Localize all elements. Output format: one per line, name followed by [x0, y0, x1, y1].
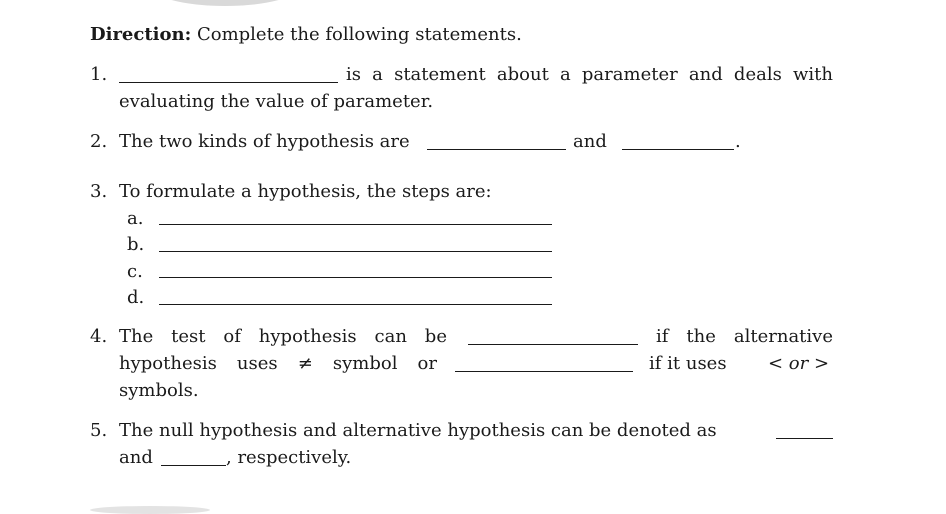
direction-line — [90, 24, 522, 46]
item-5-line2-b: , respectively. — [226, 447, 352, 468]
item-2-end: . — [735, 131, 741, 152]
item-5-line1: The null hypothesis and alternative hypothesis can be denoted as — [119, 420, 717, 441]
item-3-step-c-label: c. — [127, 261, 143, 282]
item-3-step-d-label: d. — [127, 287, 145, 308]
item-3-number: 3. — [90, 181, 108, 202]
item-1-line2: evaluating the value of parameter. — [119, 91, 434, 112]
item-1-number: 1. — [90, 64, 108, 85]
item-4-blank-1[interactable] — [468, 344, 638, 345]
direction-label: Direction: — [90, 24, 192, 45]
item-4-line1-b: if the alternative — [656, 326, 833, 347]
item-1-blank[interactable] — [119, 82, 338, 83]
item-3-step-b-blank[interactable] — [159, 251, 552, 252]
item-2-number: 2. — [90, 131, 108, 152]
item-4-line2-b: if it uses — [649, 353, 727, 374]
item-2-blank-1[interactable] — [427, 149, 566, 150]
item-2-text-a: The two kinds of hypothesis are — [119, 131, 410, 152]
item-5-blank-2[interactable] — [161, 465, 226, 466]
item-3-step-a-blank[interactable] — [159, 224, 552, 225]
direction-text: Complete the following statements. — [191, 24, 522, 45]
item-2-blank-2[interactable] — [622, 149, 734, 150]
item-2-text-b: and — [573, 131, 607, 152]
decorative-shape-top — [150, 0, 300, 6]
item-3-step-a-label: a. — [127, 208, 144, 229]
item-5-number: 5. — [90, 420, 108, 441]
item-5-line2-a: and — [119, 447, 153, 468]
item-4-line3: symbols. — [119, 380, 199, 401]
item-5-blank-1[interactable] — [776, 438, 833, 439]
item-3-step-b-label: b. — [127, 234, 145, 255]
item-3-step-d-blank[interactable] — [159, 304, 552, 305]
item-4-number: 4. — [90, 326, 108, 347]
item-3-text: To formulate a hypothesis, the steps are: — [119, 181, 492, 202]
item-1-line1: is a statement about a parameter and deals with — [346, 64, 833, 85]
item-4-line2-a: hypothesis uses ≠ symbol or — [119, 353, 437, 374]
item-3-step-c-blank[interactable] — [159, 277, 552, 278]
item-4-blank-2[interactable] — [455, 371, 633, 372]
decorative-shape-bottom — [90, 506, 210, 514]
item-4-line1-a: The test of hypothesis can be — [119, 326, 447, 347]
item-4-line2-symbols: < or > — [768, 353, 830, 374]
